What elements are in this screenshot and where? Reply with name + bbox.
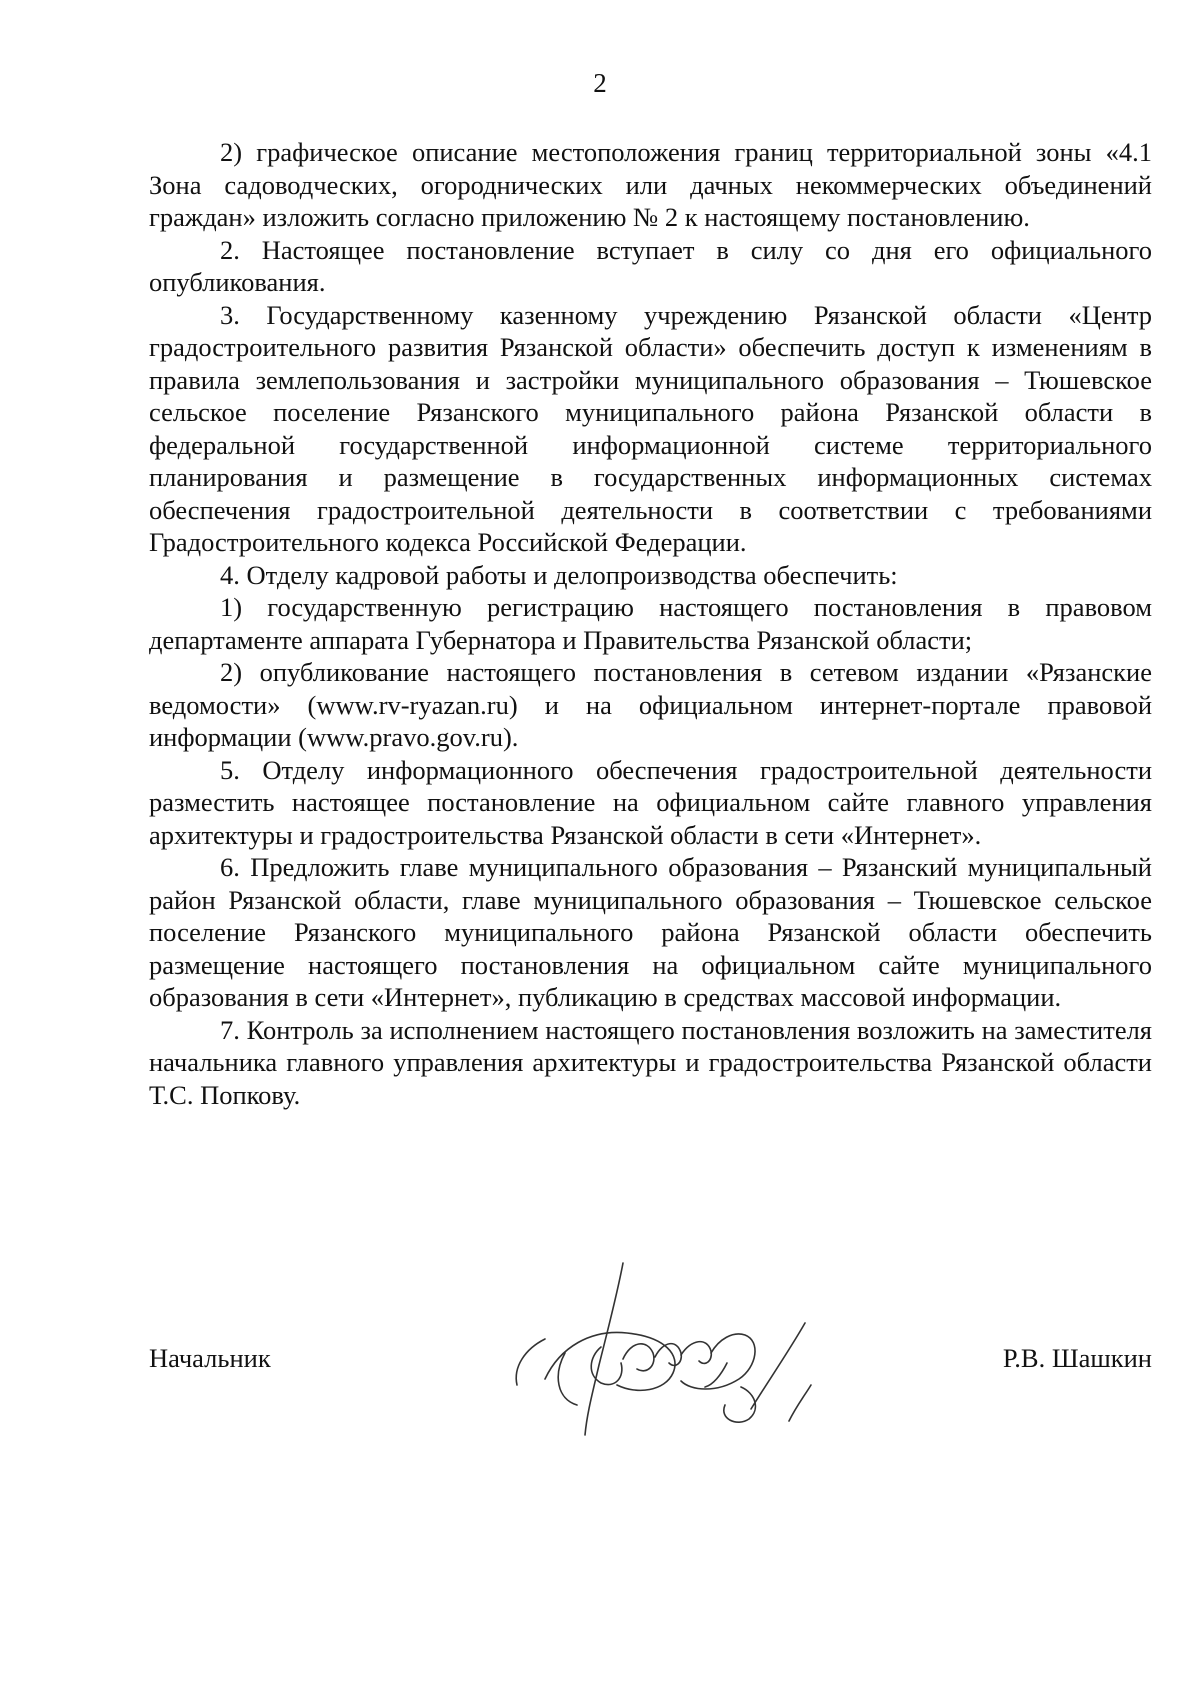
signatory-position: Начальник <box>149 1343 271 1373</box>
paragraph-3-gku-access: 3. Государственному казенному учреждению Рязанской области «Центр градостроительного развития Рязанской области» обеспечить доступ к изменениям в правила землепользования и застройки муниципального образования – Тюшевское сельское поселение Рязанского муниципального района Рязанской области в федеральной государственной информационной системе территориального планирования и размещение в государственных информационных системах обеспечения градостроительной деятельности в соответствии с требованиями Градостроительного кодекса Российской Федерации. <box>149 299 1152 557</box>
paragraph-6-municipal-heads: 6. Предложить главе муниципального образования – Рязанский муниципальный район Рязанской области, главе муниципального образования – Тюшевское сельское поселение Рязанского муниципального района Рязанской области обеспечить размещение настоящего постановления на официальном сайте муниципального образования в сети «Интернет», публикацию в средствах массовой информации. <box>149 852 1152 1012</box>
paragraph-7-control: 7. Контроль за исполнением настоящего постановления возложить на заместителя начальника главного управления архитектуры и градостроительства Рязанской области Т.С. Попкову. <box>149 1014 1152 1110</box>
page-number: 2 <box>593 68 607 98</box>
signatory-name: Р.В. Шашкин <box>1002 1343 1152 1373</box>
paragraph-4-2-publication: 2) опубликование настоящего постановления в сетевом издании «Рязанские ведомости» (www.rv-ryazan.ru) и на официальном интернет-портале правовой информации (www.pravo.gov.ru). <box>149 657 1152 752</box>
paragraph-2-effective-date: 2. Настоящее постановление вступает в силу со дня его официального опубликования. <box>149 234 1152 297</box>
paragraph-graphic-description: 2) графическое описание местоположения границ территориальной зоны «4.1 Зона садоводческих, огороднических или дачных некоммерческих объединений граждан» изложить согласно приложению № 2 к настоящему постановлению. <box>149 137 1152 232</box>
document-body <box>149 136 1152 1111</box>
paragraph-4-personnel-department: 4. Отделу кадровой работы и делопроизводства обеспечить: <box>220 559 898 590</box>
paragraph-5-website-placement: 5. Отделу информационного обеспечения градостроительной деятельности разместить настоящее постановление на официальном сайте главного управления архитектуры и градостроительства Рязанской области в сети «Интернет». <box>149 754 1152 850</box>
handwritten-signature <box>505 1235 865 1475</box>
paragraph-4-1-registration: 1) государственную регистрацию настоящего постановления в правовом департаменте аппарата Губернатора и Правительства Рязанской области; <box>149 592 1152 655</box>
